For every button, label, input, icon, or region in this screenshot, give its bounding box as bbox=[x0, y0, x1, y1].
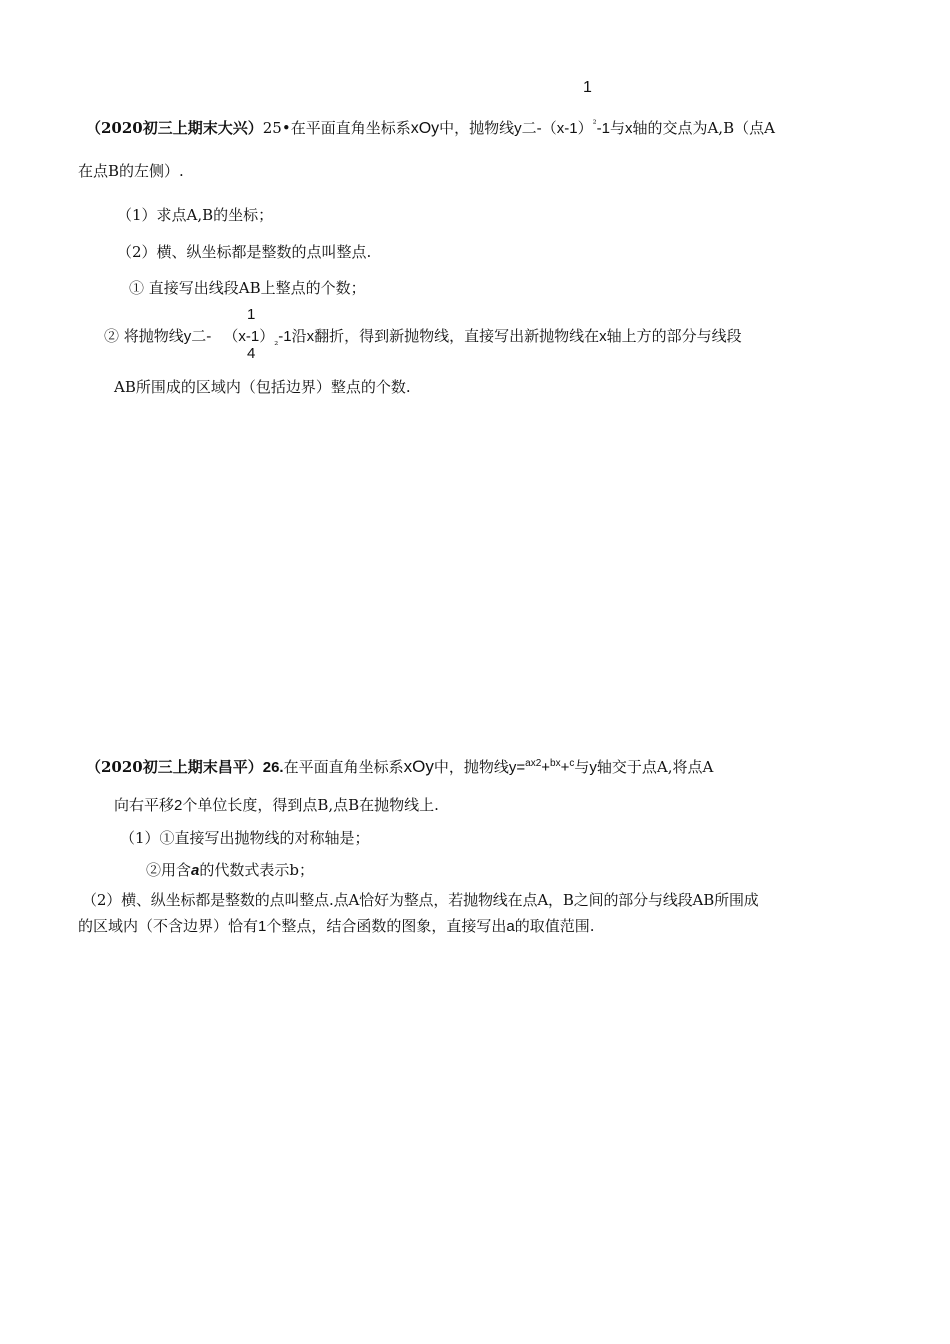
problem-26-xoy: xOy bbox=[403, 757, 434, 776]
problem-25-stem-c: 与 bbox=[609, 119, 625, 137]
problem-25-q2-2-tail: -1 bbox=[278, 328, 292, 345]
problem-25-q2-2-exp: ₂ bbox=[274, 337, 279, 348]
problem-26-stem-a: 在平面直角坐标系 bbox=[283, 758, 404, 776]
problem-25-stem-a: 在平面直角坐标系 bbox=[290, 119, 411, 137]
problem-26-a-var: a bbox=[506, 918, 515, 935]
problem-26-stem-c: 与 bbox=[574, 758, 590, 776]
problem-26-two: 2 bbox=[174, 797, 183, 814]
problem-25-q2-2 bbox=[104, 326, 742, 349]
problem-26-eq-bx: bx bbox=[550, 758, 561, 769]
problem-26-q2-line2-c: 的取值范围. bbox=[514, 917, 595, 935]
problem-25-eq-y: y bbox=[514, 120, 522, 137]
problem-25-xoy: xOy bbox=[410, 120, 440, 137]
problem-25-q2-2-text-a: 沿 bbox=[291, 327, 307, 345]
problem-26-q2-line1: （2）横、纵坐标都是整数的点叫整点.点A恰好为整点，若抛物线在点A，B之间的部分与线段AB所围成 bbox=[82, 891, 759, 909]
problem-26-eq-plus1: + bbox=[541, 759, 551, 776]
problem-25-fraction-denominator: 4 bbox=[247, 345, 256, 362]
problem-26-stem-line2 bbox=[114, 795, 439, 816]
problem-25-q2-1: ① 直接写出线段AB上整点的个数； bbox=[129, 279, 366, 297]
problem-26-q1a: （1）①直接写出抛物线的对称轴是； bbox=[120, 829, 370, 847]
problem-26-stem-b: 中，抛物线 bbox=[433, 758, 509, 776]
problem-26-q1b-prefix: ②用含 bbox=[146, 861, 192, 879]
problem-25-eq-tail: -1 bbox=[596, 120, 610, 137]
problem-26-eq-y: y= bbox=[508, 759, 526, 776]
problem-25-x-axis: x bbox=[624, 120, 633, 137]
problem-25-q2-2-paren: （x-1） bbox=[223, 328, 275, 345]
problem-25-fraction-numerator: 1 bbox=[247, 306, 256, 323]
problem-25-stem-line2: 在点B的左侧）. bbox=[78, 162, 184, 180]
problem-25-eq-paren: （x-1） bbox=[541, 120, 593, 137]
problem-26-stem-line1 bbox=[86, 757, 713, 780]
problem-25-q2-2-line2: AB所围成的区域内（包括边界）整点的个数. bbox=[114, 378, 411, 396]
problem-26-q1b-suffix: 的代数式表示b； bbox=[199, 861, 314, 879]
problem-25-eq-exp: ² bbox=[592, 119, 597, 130]
problem-26-q1b-a: a bbox=[191, 862, 200, 879]
problem-25-eq-equals: 二- bbox=[521, 119, 542, 137]
problem-25-q2-2-y: y bbox=[183, 328, 192, 345]
problem-25-q2-2-eq: 二- bbox=[191, 327, 212, 345]
problem-25-q2: （2）横、纵坐标都是整数的点叫整点. bbox=[117, 243, 372, 261]
problem-26-eq-c: c bbox=[569, 758, 575, 769]
problem-25-q2-2-x2: x bbox=[599, 328, 607, 345]
page-number: 1 bbox=[583, 79, 592, 96]
problem-26-number: 26. bbox=[262, 759, 284, 776]
problem-26-source: （2020初三上期末昌平） bbox=[86, 758, 263, 776]
problem-26-y-axis: y bbox=[589, 759, 597, 776]
problem-26-q1b bbox=[146, 860, 314, 881]
problem-26-eq-ax2: ax2 bbox=[525, 758, 542, 769]
problem-25-q2-2-prefix: ② 将抛物线 bbox=[104, 327, 184, 345]
problem-25-stem-b: 中，抛物线 bbox=[439, 119, 515, 137]
problem-25-q2-2-text-b: 翻折，得到新抛物线，直接写出新抛物线在 bbox=[314, 327, 600, 345]
problem-25-number: 25• bbox=[262, 119, 291, 137]
problem-26-stem-line2-a: 向右平移 bbox=[114, 796, 175, 814]
problem-25-q2-2-text-c: 轴上方的部分与线段 bbox=[606, 327, 742, 345]
problem-26-stem-line2-b: 个单位长度，得到点B,点B在抛物线上. bbox=[182, 796, 439, 814]
problem-26-q2-line2-b: 个整点，结合函数的图象，直接写出 bbox=[266, 917, 507, 935]
problem-26-q2-line2-a: 的区域内（不含边界）恰有 bbox=[78, 917, 259, 935]
problem-26-one: 1 bbox=[258, 918, 267, 935]
problem-26-stem-d: 轴交于点A,将点A bbox=[596, 758, 714, 776]
problem-26-eq-plus2: + bbox=[560, 759, 570, 776]
problem-25-stem-d: 轴的交点为A,B（点A bbox=[632, 119, 775, 137]
problem-25-q1: （1）求点A,B的坐标； bbox=[117, 206, 274, 224]
problem-25-stem-line1 bbox=[86, 118, 775, 141]
problem-26-q2-line2 bbox=[78, 916, 595, 937]
problem-25-source: （2020初三上期末大兴） bbox=[86, 119, 263, 137]
problem-25-q2-2-x: x bbox=[306, 328, 315, 345]
